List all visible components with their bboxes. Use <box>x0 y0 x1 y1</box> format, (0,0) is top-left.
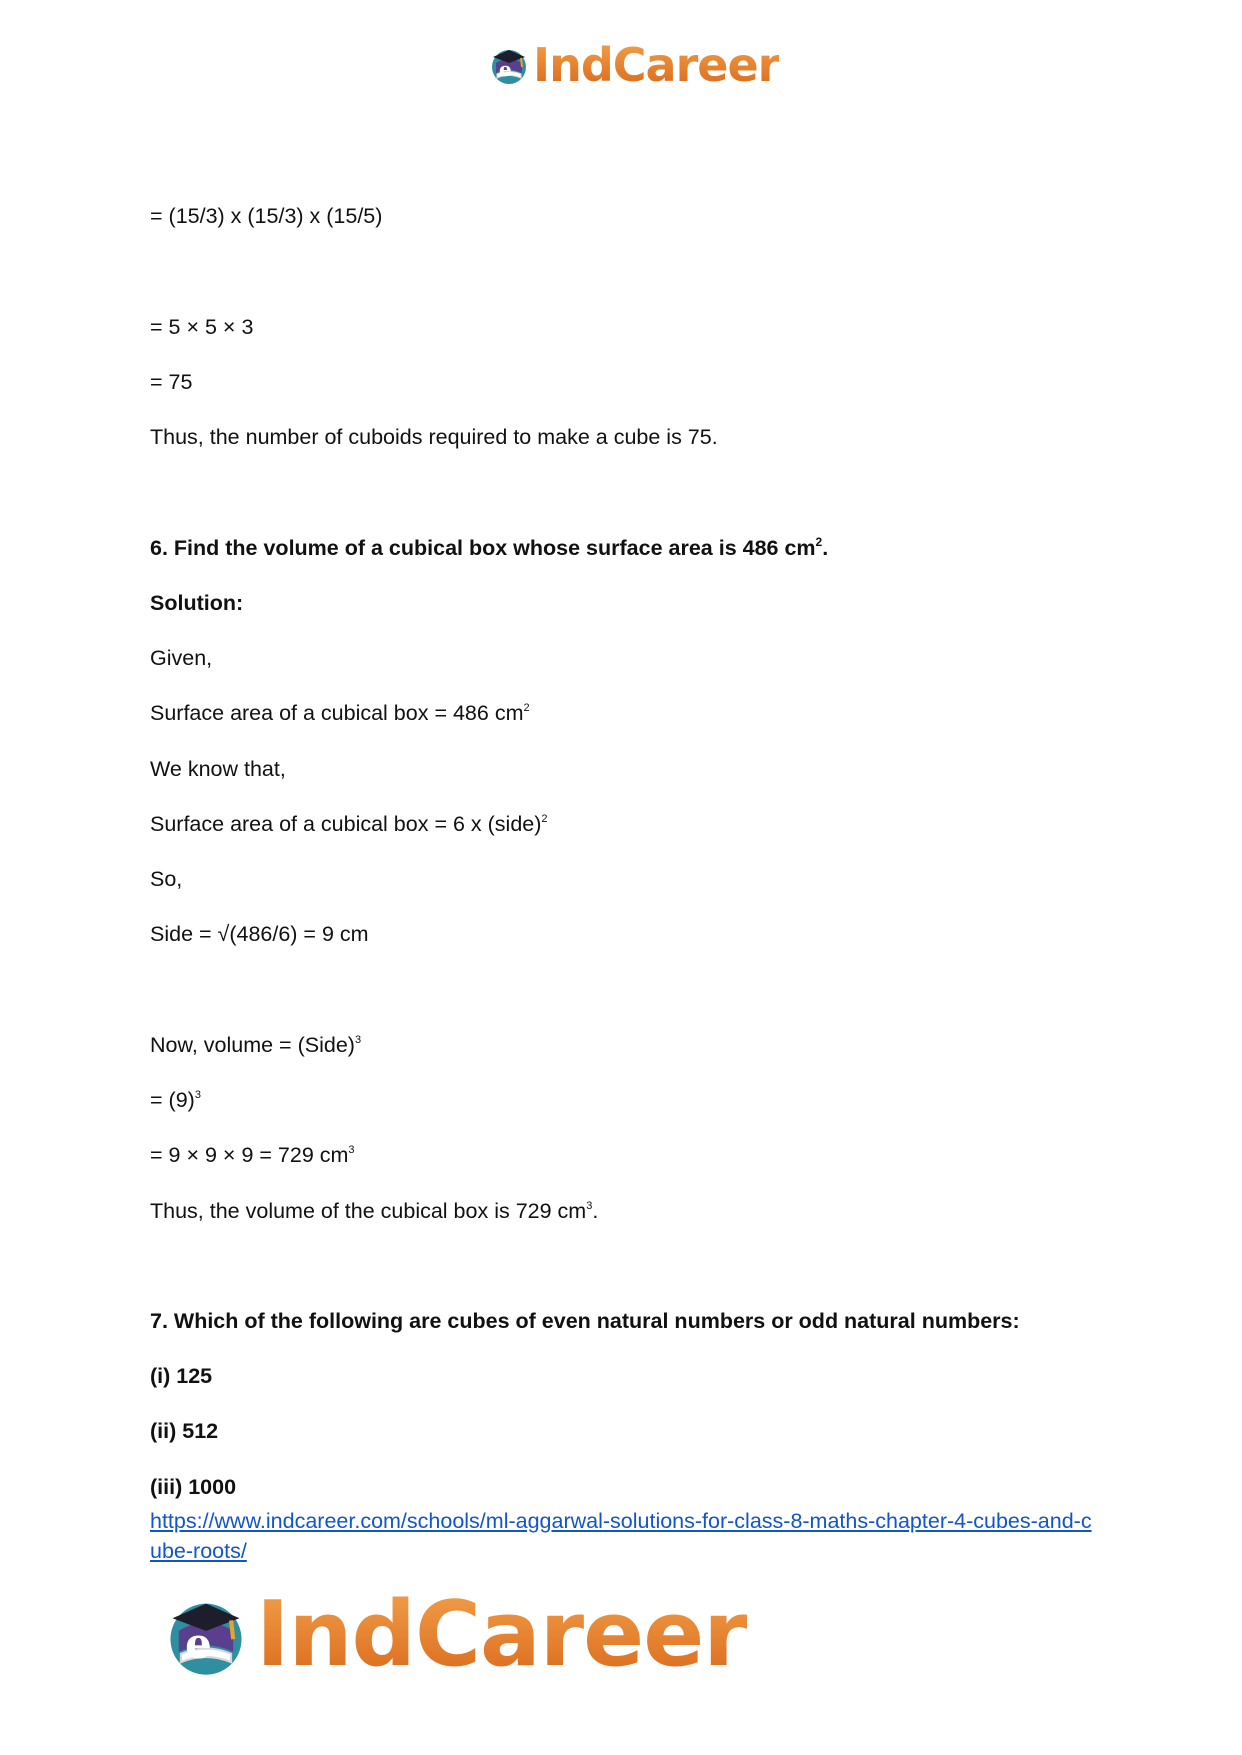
question-text: 6. Find the volume of a cubical box whose surface area is 486 cm <box>150 536 816 560</box>
question-part: (i) 125 <box>150 1364 213 1388</box>
text-span: Surface area of a cubical box = 6 x (side) <box>150 812 542 836</box>
equation-line <box>150 1142 355 1168</box>
superscript: 2 <box>541 813 548 825</box>
globe-book-graduation-cap-icon <box>160 1589 252 1681</box>
text-span: Thus, the volume of the cubical box is 729 cm <box>150 1199 587 1223</box>
equation-line <box>150 1087 201 1113</box>
formula-line <box>150 811 548 837</box>
equation-line: = 75 <box>150 370 193 394</box>
question-part: (ii) 512 <box>150 1419 219 1443</box>
text-line: Given, <box>150 646 213 670</box>
superscript: 2 <box>523 702 530 714</box>
text-line: So, <box>150 867 183 891</box>
header-logo <box>487 40 779 90</box>
superscript: 3 <box>586 1200 593 1212</box>
equation-line: = (15/3) x (15/3) x (15/5) <box>150 204 383 228</box>
equation-line: = 5 × 5 × 3 <box>150 315 254 339</box>
logo-wordmark: IndCareer <box>533 38 780 92</box>
text-span: Now, volume = (Side) <box>150 1033 355 1057</box>
text-span: Surface area of a cubical box = 486 cm <box>150 701 524 725</box>
superscript: 3 <box>348 1144 355 1156</box>
text-line: We know that, <box>150 757 286 781</box>
globe-book-graduation-cap-icon <box>487 43 531 87</box>
surface-area-line <box>150 700 530 726</box>
side-line: Side = √(486/6) = 9 cm <box>150 922 369 946</box>
question-7: 7. Which of the following are cubes of even natural numbers or odd natural numbers: <box>150 1309 1020 1333</box>
text-span: = 9 × 9 × 9 = 729 cm <box>150 1143 349 1167</box>
superscript: 3 <box>194 1089 201 1101</box>
punctuation: . <box>592 1199 599 1223</box>
question-part: (iii) 1000 <box>150 1475 237 1499</box>
logo-wordmark: IndCareer <box>256 1582 747 1687</box>
conclusion-text <box>150 1198 598 1224</box>
superscript: 3 <box>354 1034 362 1046</box>
text-span: = (9) <box>150 1088 195 1112</box>
punctuation: . <box>822 536 829 560</box>
svg-text:e: e <box>185 1619 212 1668</box>
volume-line <box>150 1032 361 1058</box>
footer-logo <box>160 1582 747 1687</box>
question-6 <box>150 535 828 561</box>
superscript: 2 <box>815 535 823 549</box>
svg-text:e: e <box>499 57 512 81</box>
solution-label: Solution: <box>150 591 244 615</box>
source-link[interactable]: https://www.indcareer.com/schools/ml-aggarwal-solutions-for-class-8-maths-chapter-4-cubes-and-cube-roots/ <box>150 1509 1092 1563</box>
conclusion-text: Thus, the number of cuboids required to make a cube is 75. <box>150 425 718 449</box>
